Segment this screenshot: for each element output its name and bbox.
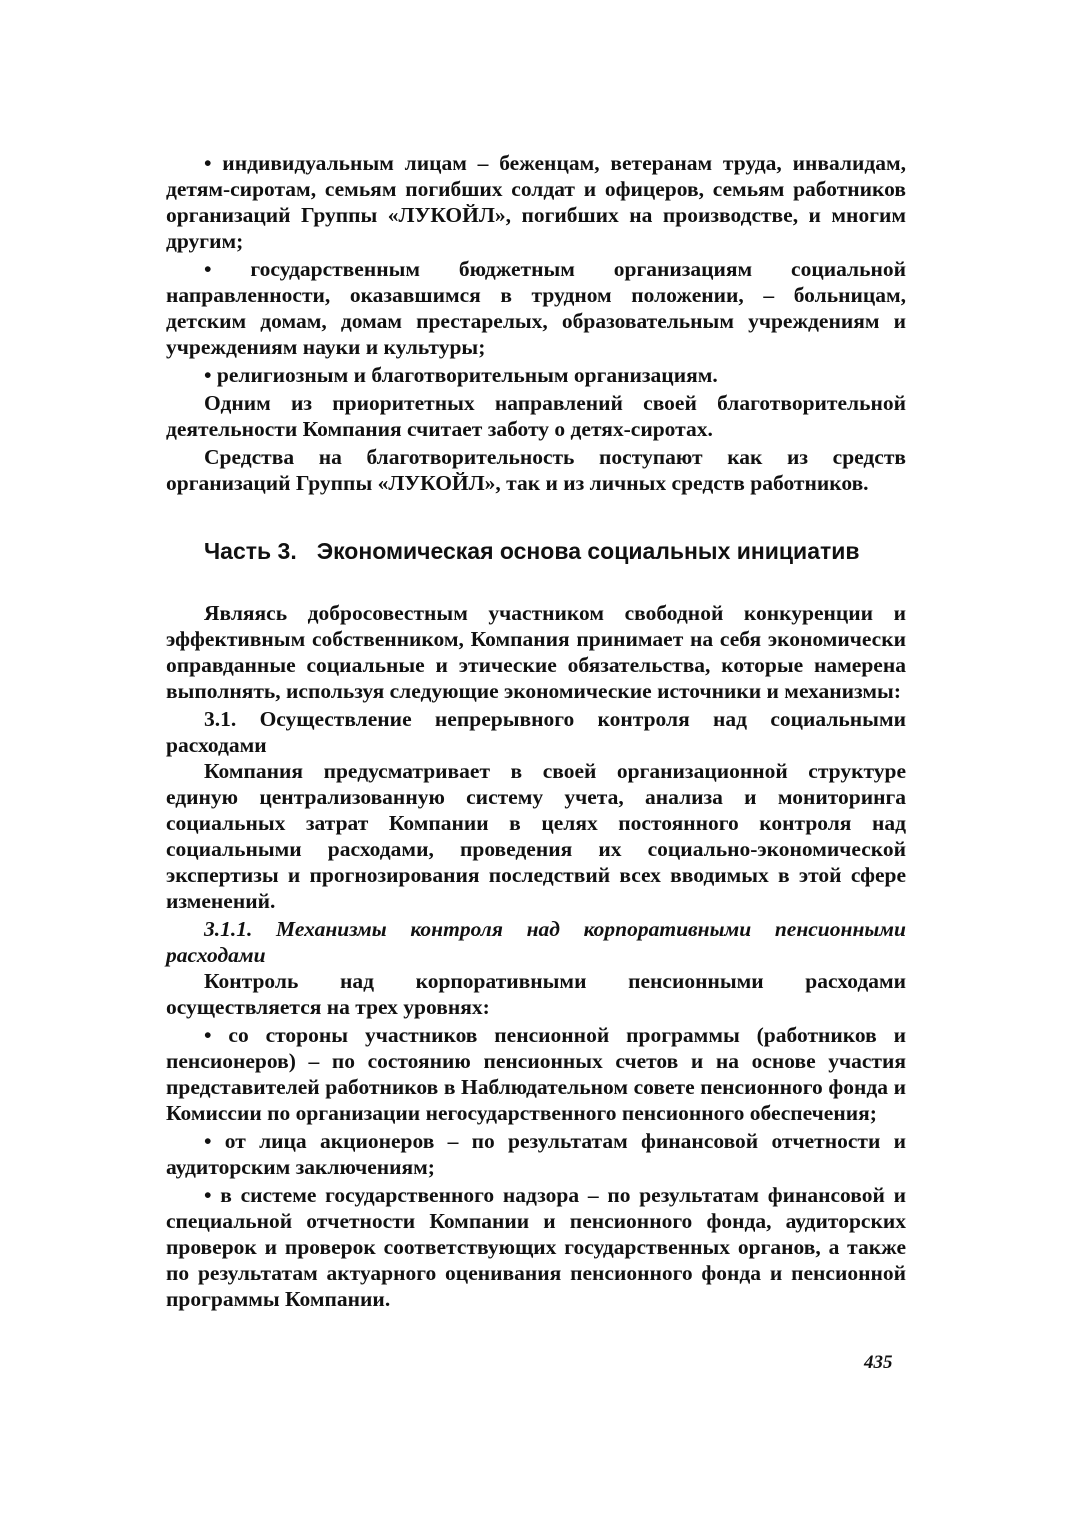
section-heading-title: Экономическая основа социальных инициатив xyxy=(316,538,860,564)
paragraph-orphans: Одним из приоритетных направлений своей благотворительной деятельности Компания считает заботу о детях-сиротах. xyxy=(166,391,906,441)
bullet-state-supervision: • в системе государственного надзора – по результатам финансовой и специальной отчетности Компании и пенсионного фонда, аудиторских проверок и проверок соответствующих государственных органов, а также по результатам актуарного оценивания пенсионного фонда и пенсионной программы Компании. xyxy=(166,1183,906,1311)
bullet-individuals: • индивидуальным лицам – беженцам, ветеранам труда, инвалидам, детям-сиротам, семьям погибших солдат и офицеров, семьям работников организаций Группы «ЛУКОЙЛ», погибших на производстве, и многим другим; xyxy=(166,151,906,253)
paragraph-funds: Средства на благотворительность поступают как из средств организаций Группы «ЛУКОЙЛ», так и из личных средств работников. xyxy=(166,445,906,495)
bullet-state-organizations: • государственным бюджетным организациям социальной направленности, оказавшимся в трудном положении, – больницам, детским домам, домам престарелых, образовательным учреждениям и учреждениям науки и культуры; xyxy=(166,257,906,359)
page-body xyxy=(166,150,906,1312)
page-number: 435 xyxy=(864,1352,893,1373)
section-heading xyxy=(204,536,906,566)
intro-paragraph: Являясь добросовестным участником свободной конкуренции и эффективным собственником, Компания принимает на себя экономически оправданные социальные и этические обязательства, которые намерена выполнять, используя следующие экономические источники и механизмы: xyxy=(166,601,906,703)
bullet-religious-organizations: • религиозным и благотворительным организациям. xyxy=(204,363,718,387)
subsection-3-1-text: Компания предусматривает в своей организационной структуре единую централизованную систему учета, анализа и мониторинга социальных затрат Компании в целях постоянного контроля над социальными расходами, проведения их социально-экономической экспертизы и прогнозирования последствий всех вводимых в этой сфере изменений. xyxy=(166,759,906,913)
subsection-3-1-1-text: Контроль над корпоративными пенсионными расходами осуществляется на трех уровнях: xyxy=(166,969,906,1019)
subsection-3-1-heading: 3.1. Осуществление непрерывного контроля над социальными расходами xyxy=(166,707,906,757)
section-heading-part: Часть 3. xyxy=(204,538,297,564)
bullet-participants: • со стороны участников пенсионной программы (работников и пенсионеров) – по состоянию пенсионных счетов и на основе участия представителей работников в Наблюдательном совете пенсионного фонда и Комиссии по организации негосударственного пенсионного обеспечения; xyxy=(166,1023,906,1125)
subsection-3-1-1-heading: 3.1.1. Механизмы контроля над корпоративными пенсионными расходами xyxy=(166,917,906,967)
bullet-shareholders: • от лица акционеров – по результатам финансовой отчетности и аудиторским заключениям; xyxy=(166,1129,906,1179)
